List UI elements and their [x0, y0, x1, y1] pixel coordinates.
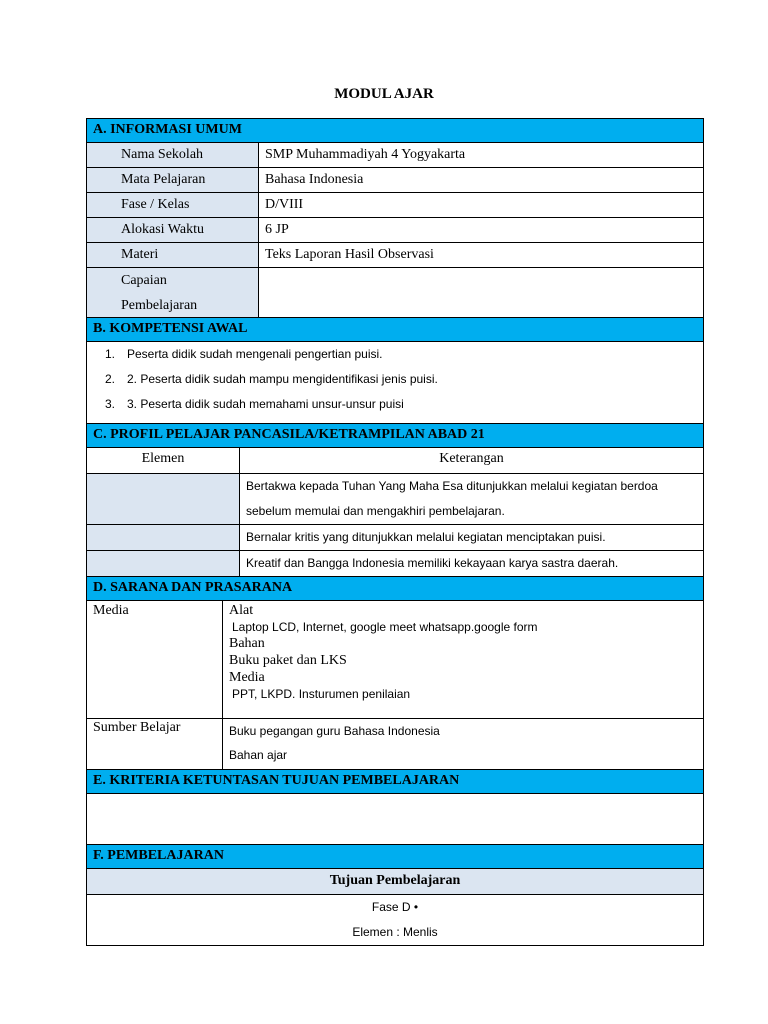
info-value	[259, 268, 703, 317]
info-value: Bahasa Indonesia	[265, 172, 364, 187]
info-row-sekolah	[86, 142, 704, 167]
section-e-header: E. KRITERIA KETUNTASAN TUJUAN PEMBELAJARAN	[86, 769, 704, 793]
profil-keterangan-cell	[240, 474, 703, 524]
info-label: Fase / Kelas	[87, 193, 259, 217]
list-item	[87, 394, 703, 419]
kompetensi-list	[86, 341, 704, 423]
sumber-label: Sumber Belajar	[87, 719, 223, 769]
profil-row	[86, 524, 704, 550]
tujuan-header: Tujuan Pembelajaran	[86, 868, 704, 894]
tujuan-body	[86, 894, 704, 946]
alat-value: Laptop LCD, Internet, google meet whatsapp.google form	[232, 620, 538, 634]
sumber-item: Bahan ajar	[229, 748, 288, 762]
capaian-label-line1: Capaian	[121, 273, 167, 288]
info-value: 6 JP	[265, 222, 289, 237]
bahan-label: Bahan	[229, 636, 265, 651]
sumber-item: Buku pegangan guru Bahasa Indonesia	[229, 724, 440, 738]
profil-elemen-cell	[87, 525, 240, 550]
profil-row	[86, 550, 704, 576]
profil-header-keterangan: Keterangan	[439, 451, 504, 466]
section-f-header: F. PEMBELAJARAN	[86, 844, 704, 868]
info-row-materi	[86, 242, 704, 267]
list-item	[87, 369, 703, 394]
section-c-header: C. PROFIL PELAJAR PANCASILA/KETRAMPILAN ABAD 21	[86, 423, 704, 447]
info-row-fase	[86, 192, 704, 217]
info-row-alokasi	[86, 217, 704, 242]
info-value: D/VIII	[265, 197, 304, 212]
section-b-header: B. KOMPETENSI AWAL	[86, 317, 704, 341]
media-sub-label: Media	[229, 670, 265, 685]
list-text: 2. Peserta didik sudah mampu mengidentifikasi jenis puisi.	[127, 372, 438, 386]
bahan-value: Buku paket dan LKS	[229, 653, 347, 668]
section-a-header: A. INFORMASI UMUM	[86, 118, 704, 142]
sarana-media-content	[223, 601, 703, 718]
info-label: Materi	[87, 243, 259, 267]
profil-header-elemen: Elemen	[87, 448, 240, 473]
list-text: 3. Peserta didik sudah memahami unsur-unsur puisi	[127, 397, 404, 411]
list-number: 1.	[104, 347, 115, 361]
kriteria-empty-cell	[86, 793, 704, 844]
profil-text-line: Bertakwa kepada Tuhan Yang Maha Esa ditunjukkan melalui kegiatan berdoa	[246, 479, 658, 493]
capaian-label-line2: Pembelajaran	[121, 298, 198, 313]
section-d-header: D. SARANA DAN PRASARANA	[86, 576, 704, 600]
sarana-media-row	[86, 600, 704, 718]
list-item	[87, 344, 703, 369]
list-number: 2.	[104, 372, 115, 386]
media-value: PPT, LKPD. Insturumen penilaian	[232, 687, 411, 701]
modul-table	[86, 118, 704, 946]
document-title: MODUL AJAR	[334, 86, 434, 102]
sarana-media-label: Media	[87, 601, 223, 718]
info-label: Mata Pelajaran	[87, 168, 259, 192]
sarana-sumber-row	[86, 718, 704, 769]
profil-elemen-cell	[87, 474, 240, 524]
info-value: SMP Muhammadiyah 4 Yogyakarta	[265, 147, 466, 162]
profil-header-row	[86, 447, 704, 473]
info-row-capaian	[86, 267, 704, 317]
info-row-mapel	[86, 167, 704, 192]
list-text: Peserta didik sudah mengenali pengertian puisi.	[127, 347, 383, 361]
info-value: Teks Laporan Hasil Observasi	[265, 247, 434, 262]
profil-keterangan-cell: Bernalar kritis yang ditunjukkan melalui kegiatan menciptakan puisi.	[246, 530, 606, 544]
info-label: Alokasi Waktu	[87, 218, 259, 242]
profil-elemen-cell	[87, 551, 240, 576]
alat-label: Alat	[229, 603, 254, 618]
elemen-text: Elemen : Menlis	[352, 925, 438, 939]
profil-row	[86, 473, 704, 524]
fase-text: Fase D •	[371, 900, 419, 914]
profil-text-line: sebelum memulai dan mengakhiri pembelajaran.	[246, 504, 505, 518]
info-label	[87, 268, 259, 317]
profil-keterangan-cell: Kreatif dan Bangga Indonesia memiliki kekayaan karya sastra daerah.	[246, 556, 619, 570]
info-label: Nama Sekolah	[87, 143, 259, 167]
list-number: 3.	[104, 397, 115, 411]
sumber-content	[223, 719, 703, 769]
